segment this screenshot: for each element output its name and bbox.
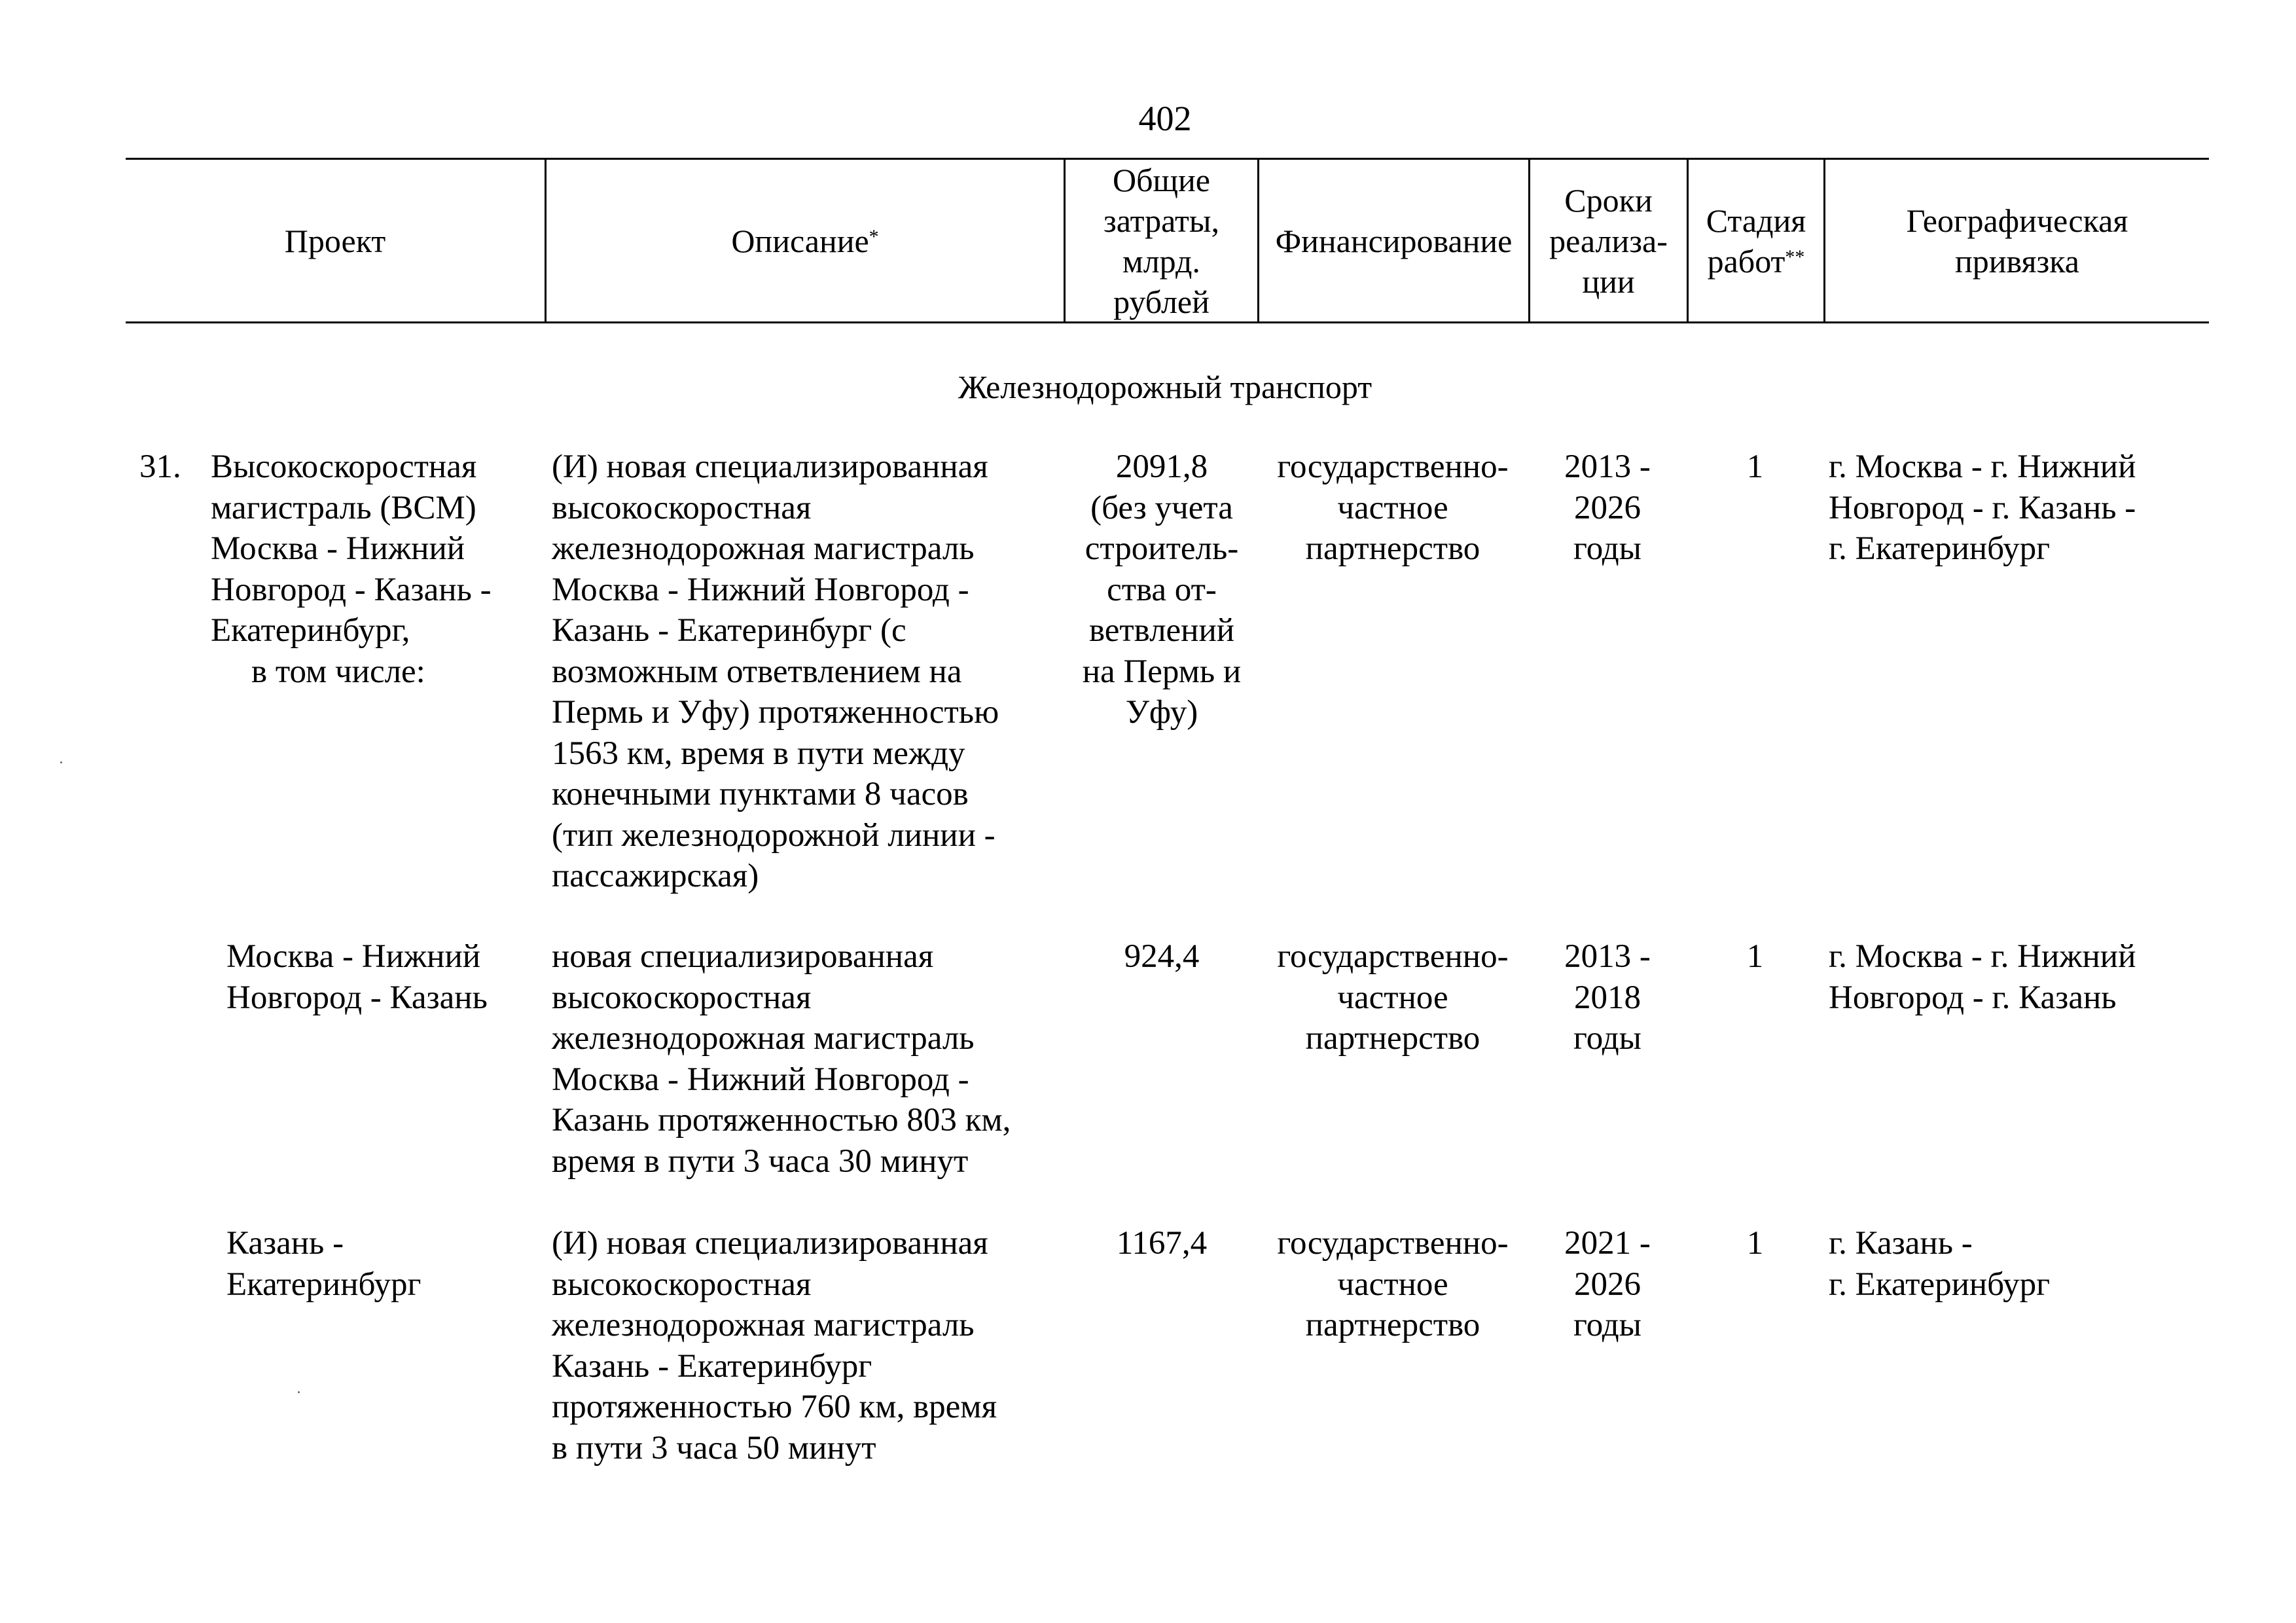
row-costs: 1167,4 (1116, 1225, 1208, 1262)
row-financing: государственно- частное партнерство (1277, 938, 1509, 1057)
row-description: (И) новая специализированная высокоскоростная железнодорожная магистраль Москва - Нижний Новгород - Казань - Екатеринбург (с возможным ответвлением на Пермь и Уфу) протяженностью 1563 км, время в пути между конечными пунктами 8 часов (тип железнодорожной линии - пассажирская) (552, 448, 999, 894)
header-stage (1689, 159, 1823, 323)
header-stage-text: Стадия работ (1706, 202, 1806, 280)
header-financing-label: Финансирование (1275, 223, 1513, 259)
header-description-text: Описание (731, 223, 869, 259)
row-description: (И) новая специализированная высокоскоростная железнодорожная магистраль Казань - Екатеринбург протяженностью 760 км, время в пути 3 часа 50 минут (552, 1225, 997, 1467)
page-number: 402 (1138, 99, 1192, 138)
row-terms: 2021 - 2026 годы (1564, 1225, 1651, 1343)
header-geo (1825, 159, 2209, 323)
row-stage: 1 (1746, 1225, 1764, 1262)
section-title: Железнодорожный транспорт (958, 369, 1372, 405)
row-project-tail: в том числе: (251, 653, 425, 690)
row-financing: государственно- частное партнерство (1277, 1225, 1509, 1343)
row-project: Высокоскоростная магистраль (ВСМ) Москва - Нижний Новгород - Казань - Екатеринбург, (211, 448, 492, 649)
row-project: Москва - Нижний Новгород - Казань (226, 938, 488, 1016)
row-costs: 2091,8 (без учета строитель- ства от- ветвлений на Пермь и Уфу) (1082, 448, 1242, 731)
header-financing (1259, 159, 1528, 323)
header-project-label: Проект (284, 223, 386, 259)
footnote-mark: * (869, 226, 879, 247)
row-terms: 2013 - 2026 годы (1564, 448, 1651, 567)
row-costs: 924,4 (1124, 938, 1200, 975)
row-project: Казань - Екатеринбург (226, 1225, 422, 1303)
row-number: 31. (139, 448, 181, 485)
header-terms (1530, 159, 1687, 323)
scan-speck (298, 1391, 300, 1393)
footnote-mark: ** (1785, 246, 1805, 268)
scan-speck (60, 761, 62, 763)
header-costs (1066, 159, 1257, 323)
header-costs-label: Общие затраты, млрд. рублей (1103, 162, 1219, 320)
row-stage: 1 (1746, 448, 1764, 485)
row-geo: г. Москва - г. Нижний Новгород - г. Казань (1829, 938, 2136, 1016)
header-stage-label (1706, 200, 1806, 282)
header-description (547, 159, 1064, 323)
row-financing: государственно- частное партнерство (1277, 448, 1509, 567)
row-terms: 2013 - 2018 годы (1564, 938, 1651, 1057)
row-description: новая специализированная высокоскоростная железнодорожная магистраль Москва - Нижний Новгород - Казань протяженностью 803 км, время в пути 3 часа 30 минут (552, 938, 1011, 1180)
row-geo: г. Казань - г. Екатеринбург (1829, 1225, 2051, 1303)
header-terms-label: Сроки реализа- ции (1549, 182, 1668, 300)
header-project (126, 159, 545, 323)
row-geo: г. Москва - г. Нижний Новгород - г. Казань - г. Екатеринбург (1829, 448, 2136, 567)
header-description-label (731, 221, 878, 261)
row-stage: 1 (1746, 938, 1764, 975)
header-geo-label: Географическая привязка (1906, 202, 2128, 280)
